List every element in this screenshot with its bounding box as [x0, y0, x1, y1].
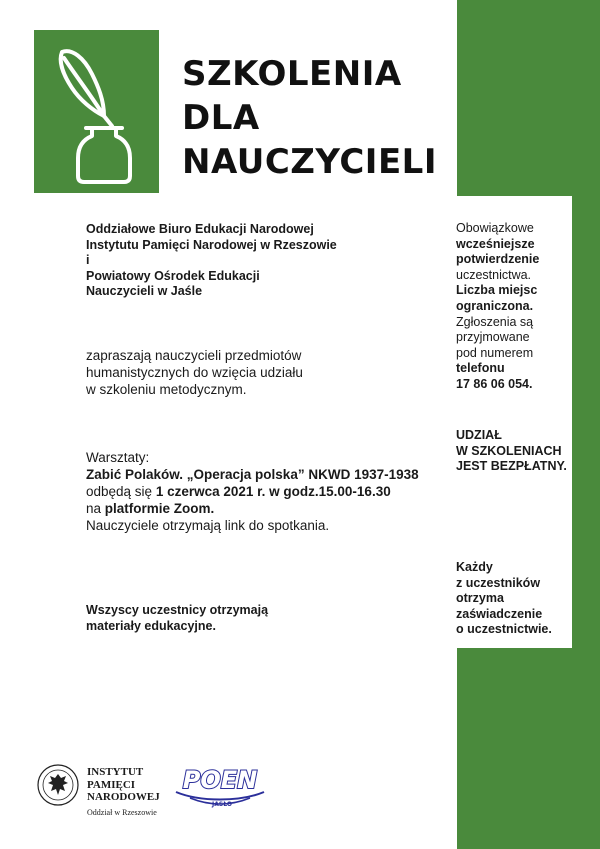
ipn-line: INSTYTUT: [87, 766, 144, 778]
title-line-2: DLA: [182, 98, 260, 138]
certificate-line: zaświadczenie: [456, 606, 543, 621]
organizer-line: Instytutu Pamięci Narodowej w Rzeszowie: [86, 237, 337, 252]
registration-info: [456, 221, 539, 393]
registration-line: telefonu: [456, 361, 505, 376]
certificate-info: [456, 560, 552, 638]
registration-line: przyjmowane: [456, 330, 530, 345]
ipn-logo: [36, 763, 80, 812]
poen-name: POEN: [182, 766, 258, 794]
certificate-line: o uczestnictwie.: [456, 622, 552, 637]
workshop-label: Warsztaty:: [86, 450, 150, 465]
free-participation-info: [456, 428, 567, 475]
workshop-topic: Zabić Polaków. „Operacja polska” NKWD 1937-1938: [86, 467, 419, 482]
registration-line: Liczba miejsc: [456, 283, 538, 298]
eagle-seal-icon: [36, 763, 80, 807]
registration-line: Obowiązkowe: [456, 221, 534, 235]
free-line: UDZIAŁ: [456, 428, 502, 442]
title-line-3: NAUCZYCIELI: [182, 142, 437, 182]
registration-line: ograniczona.: [456, 298, 534, 313]
free-line: JEST BEZPŁATNY.: [456, 459, 567, 474]
workshop-platform-prefix: na: [86, 501, 105, 516]
ipn-line: NARODOWEJ: [87, 791, 160, 803]
poen-city: JASŁO: [212, 801, 232, 808]
ipn-branch: Oddział w Rzeszowie: [87, 808, 157, 817]
certificate-line: otrzyma: [456, 591, 504, 606]
certificate-line: Każdy: [456, 560, 493, 574]
ipn-wordmark: [87, 766, 160, 804]
organizer-line: Nauczycieli w Jaśle: [86, 284, 203, 298]
free-line: W SZKOLENIACH: [456, 443, 562, 458]
invitation-line: w szkoleniu metodycznym.: [86, 382, 247, 397]
organizer-line: i: [86, 253, 90, 267]
poen-logo-graphic: [170, 762, 270, 812]
workshop-date-prefix: odbędą się: [86, 484, 156, 499]
certificate-line: z uczestników: [456, 575, 541, 590]
organizers-block: [86, 222, 337, 300]
organizer-line: Oddziałowe Biuro Edukacji Narodowej: [86, 222, 314, 236]
workshop-date: 1 czerwca 2021 r. w godz.15.00-16.30: [155, 484, 391, 499]
organizer-line: Powiatowy Ośrodek Edukacji: [86, 268, 260, 283]
ipn-line: PAMIĘCI: [87, 778, 136, 791]
workshop-platform: platformie Zoom.: [104, 501, 215, 516]
registration-line: potwierdzenie: [456, 252, 540, 267]
invitation-line: humanistycznych do wzięcia udziału: [86, 365, 303, 380]
workshop-block: [86, 449, 419, 534]
registration-line: wcześniejsze: [456, 236, 535, 251]
quill-inkwell-icon: [34, 30, 159, 193]
page-title: [182, 52, 437, 184]
registration-line: uczestnictwa.: [456, 267, 532, 282]
materials-line: materiały edukacyjne.: [86, 618, 216, 633]
invitation-block: [86, 347, 303, 398]
logo-box: [34, 30, 159, 193]
poen-logo: [170, 762, 270, 817]
materials-block: [86, 603, 268, 634]
title-line-1: SZKOLENIA: [182, 54, 402, 94]
materials-line: Wszyscy uczestnicy otrzymają: [86, 603, 269, 617]
invitation-line: zapraszają nauczycieli przedmiotów: [86, 348, 302, 363]
registration-line: Zgłoszenia są: [456, 314, 534, 329]
registration-line: pod numerem: [456, 345, 534, 360]
workshop-link-note: Nauczyciele otrzymają link do spotkania.: [86, 518, 330, 533]
phone-number: 17 86 06 054.: [456, 376, 533, 391]
